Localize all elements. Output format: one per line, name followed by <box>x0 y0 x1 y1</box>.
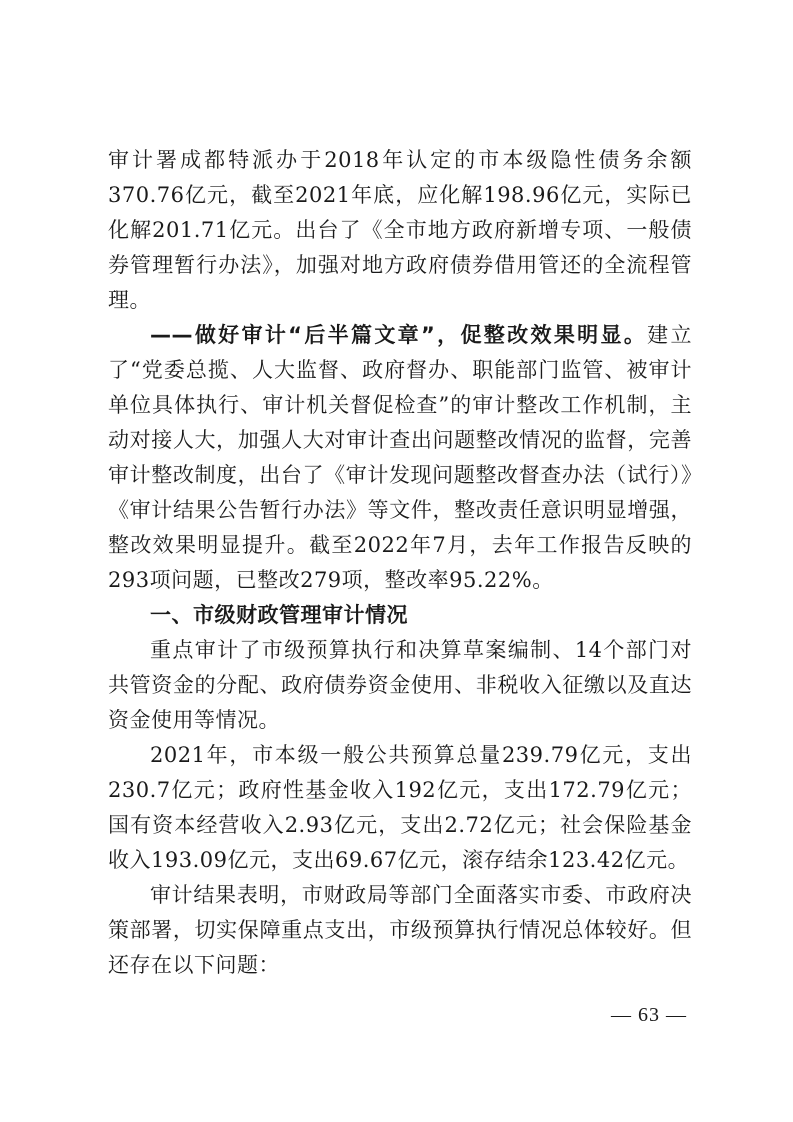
paragraph-rectification-body: 建立了“党委总揽、人大监督、政府督办、职能部门监管、被审计单位具体执行、审计机关督促检查”的审计整改工作机制，主动对接人大，加强人大对审计查出问题整改情况的监督，完善审计整改制度，出台了《审计发现问题整改督查办法（试行）》《审计结果公告暂行办法》等文件，整改责任意识明显增强，整改效果明显提升。截至2022年7月，去年工作报告反映的293项问题，已整改279项，整改率95.22%。 <box>108 323 693 592</box>
paragraph-audit-conclusion: 审计结果表明，市财政局等部门全面落实市委、市政府决策部署，切实保障重点支出，市级预算执行情况总体较好。但还存在以下问题： <box>108 883 692 977</box>
section-heading-municipal-finance: 一、市级财政管理审计情况 <box>150 603 408 627</box>
paragraph-audit-scope: 重点审计了市级预算执行和决算草案编制、14个部门对共管资金的分配、政府债券资金使用、非税收入征缴以及直达资金使用等情况。 <box>108 638 692 732</box>
paragraph-audit-rectification <box>108 318 692 598</box>
page-number: — 63 — <box>611 1004 687 1026</box>
body-text <box>108 143 692 983</box>
paragraph-lead-heading: ——做好审计“后半篇文章”，促整改效果明显。 <box>150 323 648 347</box>
paragraph-budget-figures: 2021年，市本级一般公共预算总量239.79亿元，支出230.7亿元；政府性基金收入192亿元，支出172.79亿元；国有资本经营收入2.93亿元，支出2.72亿元；社会保险基金收入193.09亿元，支出69.67亿元，滚存结余123.42亿元。 <box>108 743 692 872</box>
paragraph-debt-resolution: 审计署成都特派办于2018年认定的市本级隐性债务余额370.76亿元，截至2021年底，应化解198.96亿元，实际已化解201.71亿元。出台了《全市地方政府新增专项、一般债券管理暂行办法》，加强对地方政府债券借用管还的全流程管理。 <box>108 148 692 312</box>
